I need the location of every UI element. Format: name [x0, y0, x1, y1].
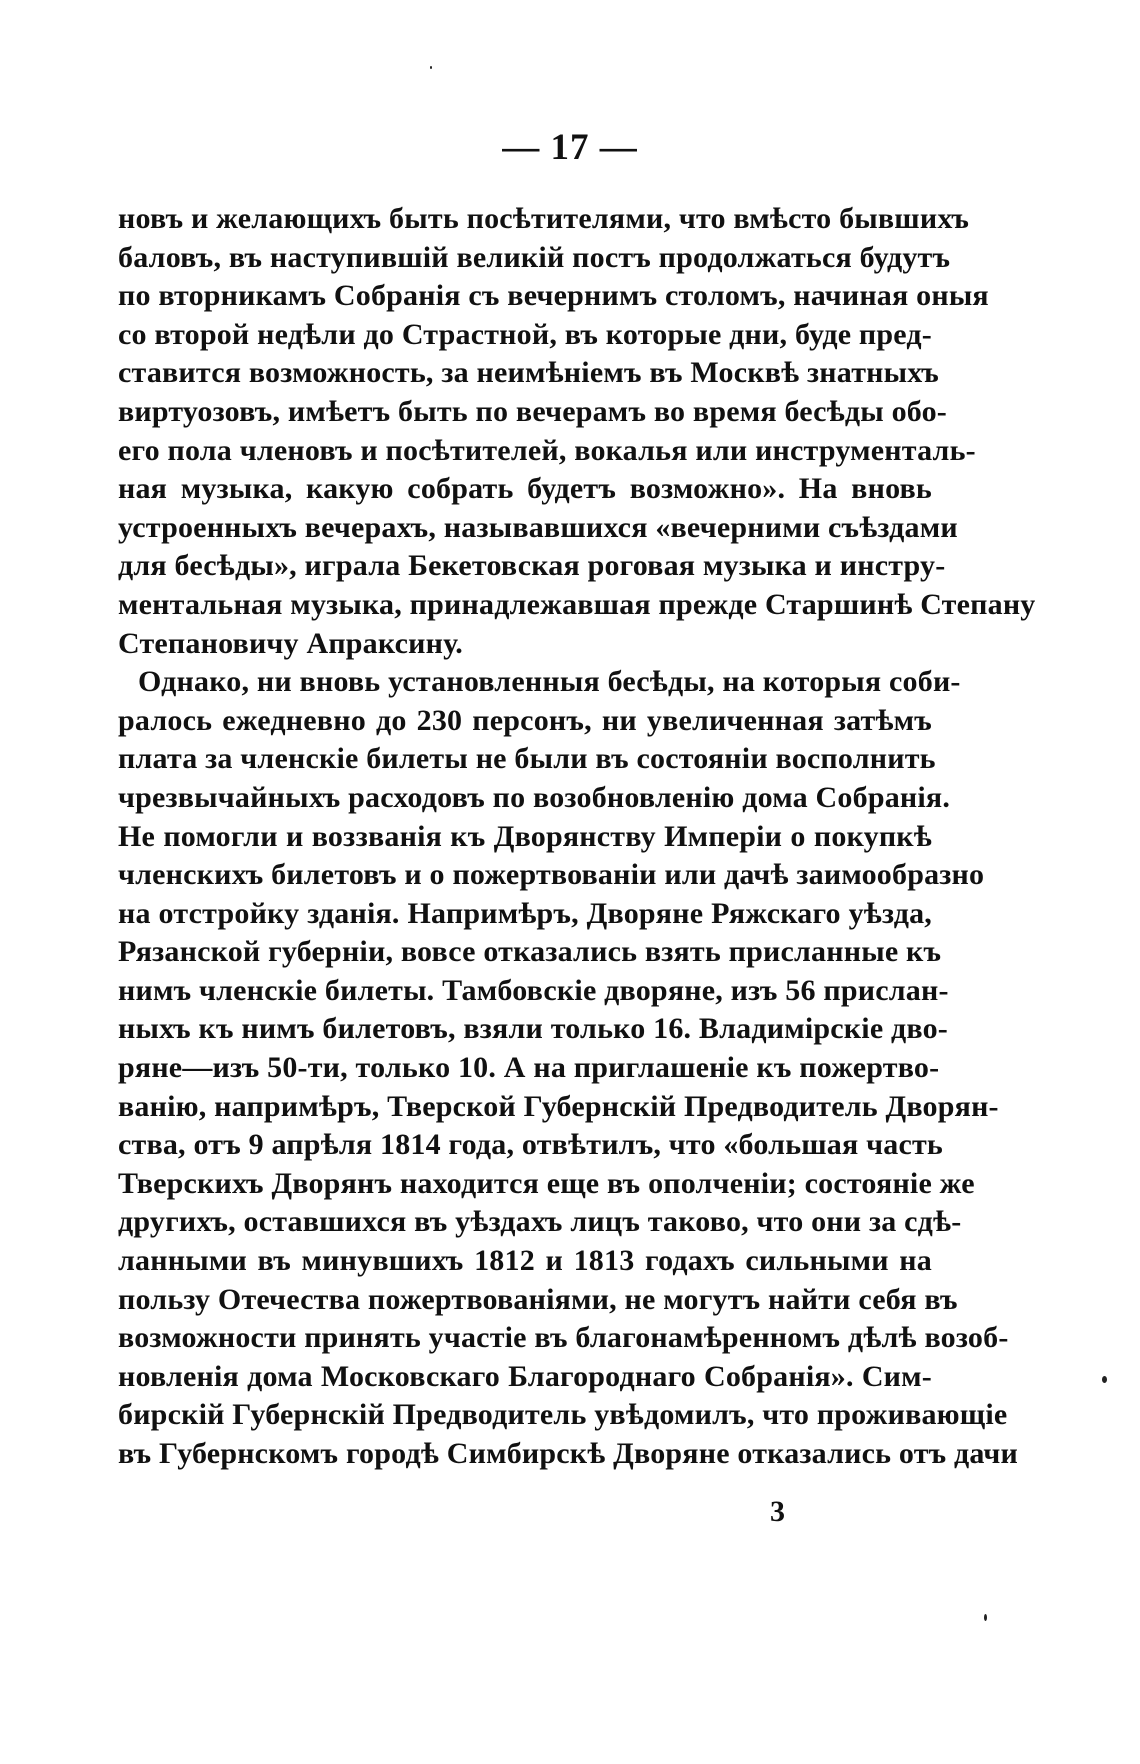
text-line: плата за членскіе билеты не были въ состояніи восполнить [118, 742, 936, 776]
text-line: Не помогли и воззванія къ Дворянству Имперіи о покупкѣ [118, 819, 932, 853]
text-line: Рязанской губерніи, вовсе отказались взять присланные къ [118, 935, 942, 969]
ink-speck [984, 1614, 987, 1621]
text-line: ная музыка, какую собрать будетъ возможно». На вновь [118, 472, 932, 506]
text-line: Тверскихъ Дворянъ находится еще въ ополченіи; состояніе же [118, 1166, 975, 1200]
text-line: членскихъ билетовъ и о пожертвованіи или дачѣ заимообразно [118, 858, 985, 892]
text-line: устроенныхъ вечерахъ, называвшихся «вечерними съѣздами [118, 510, 958, 544]
text-line: на отстройку зданія. Напримѣръ, Дворяне Ряжскаго уѣзда, [118, 896, 932, 930]
text-line: чрезвычайныхъ расходовъ по возобновленію дома Собранія. [118, 780, 951, 814]
ink-speck [430, 66, 432, 69]
signature-mark: 3 [770, 1495, 785, 1528]
text-line: ства, отъ 9 апрѣля 1814 года, отвѣтилъ, что «большая часть [118, 1128, 943, 1162]
text-line: другихъ, оставшихся въ уѣздахъ лицъ таково, что они за сдѣ- [118, 1205, 962, 1239]
text-line: по вторникамъ Собранія съ вечернимъ столомъ, начиная оныя [118, 279, 989, 313]
ink-speck [1102, 1376, 1107, 1383]
text-line: для бесѣды», играла Бекетовская роговая музыка и инстру- [118, 549, 946, 583]
text-line: въ Губернскомъ городѣ Симбирскѣ Дворяне отказались отъ дачи [118, 1437, 1019, 1470]
text-line: бирскій Губернскій Предводитель увѣдомилъ, что проживающіе [118, 1398, 1008, 1432]
text-line: пользу Отечества пожертвованіями, не могутъ найти себя въ [118, 1282, 958, 1316]
text-line: новъ и желающихъ быть посѣтителями, что вмѣсто бывшихъ [118, 202, 970, 235]
paragraph-start-line: Однако, ни вновь установленныя бесѣды, на которыя соби- [138, 665, 961, 699]
page-number-header: — 17 — [502, 127, 638, 168]
text-line: ставится возможность, за неимѣніемъ въ Москвѣ знатныхъ [118, 356, 939, 390]
text-line: ланными въ минувшихъ 1812 и 1813 годахъ сильными на [118, 1244, 932, 1278]
text-line: баловъ, въ наступившій великій постъ продолжаться будутъ [118, 240, 951, 274]
text-line: ряне—изъ 50-ти, только 10. А на приглашеніе къ пожертво- [118, 1051, 940, 1085]
paragraph-end-line: Степановичу Апраксину. [118, 626, 464, 660]
text-line: виртуозовъ, имѣетъ быть по вечерамъ во время бесѣды обо- [118, 394, 947, 428]
text-line: ралось ежедневно до 230 персонъ, ни увеличенная затѣмъ [118, 703, 932, 737]
body-text [118, 200, 1036, 1474]
text-line: нимъ членскіе билеты. Тамбовскіе дворяне, изъ 56 прислан- [118, 973, 949, 1007]
text-line: ментальная музыка, принадлежавшая прежде Старшинѣ Степану [118, 587, 1036, 621]
text-line: новленія дома Московскаго Благороднаго Собранія». Сим- [118, 1359, 932, 1393]
text-line: возможности принять участіе въ благонамѣренномъ дѣлѣ возоб- [118, 1321, 1009, 1355]
text-line: его пола членовъ и посѣтителей, вокалья или инструменталь- [118, 433, 976, 467]
text-line: ныхъ къ нимъ билетовъ, взяли только 16. Владимірскіе дво- [118, 1012, 948, 1046]
text-line: ванію, напримѣръ, Тверской Губернскій Предводитель Дворян- [118, 1089, 999, 1123]
text-line: со второй недѣли до Страстной, въ которые дни, буде пред- [118, 317, 932, 351]
